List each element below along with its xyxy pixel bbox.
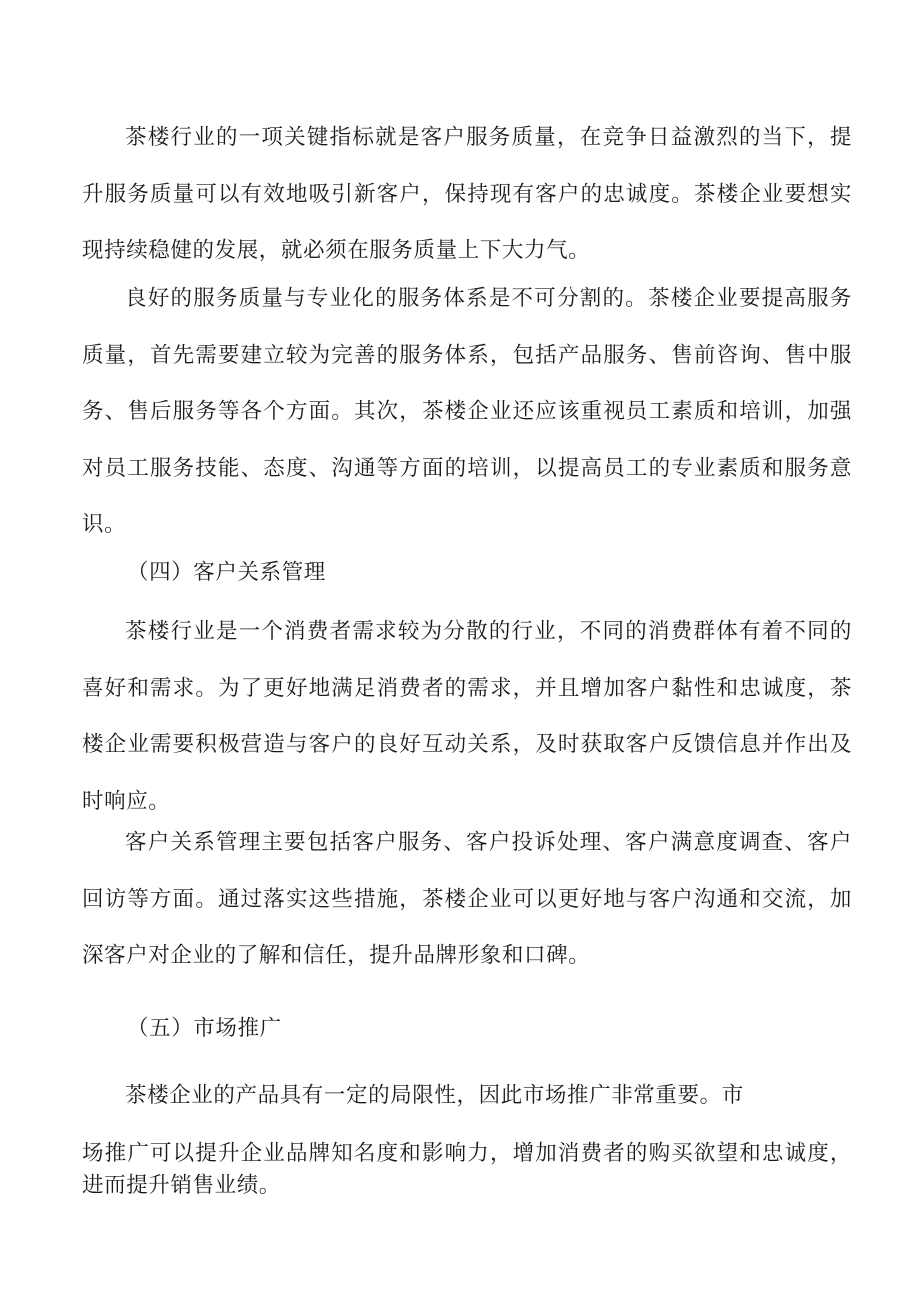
body-paragraph-first-line: 茶楼企业的产品具有一定的局限性，因此市场推广非常重要。市 [125, 1083, 744, 1108]
body-paragraph: 茶楼行业的一项关键指标就是客户服务质量，在竞争日益激烈的当下，提升服务质量可以有效地吸引新客户，保持现有客户的忠诚度。茶楼企业要想实现持续稳健的发展，就必须在服务质量上下大力气。 [82, 125, 852, 263]
body-paragraph: 茶楼行业是一个消费者需求较为分散的行业，不同的消费群体有着不同的喜好和需求。为了更好地满足消费者的需求，并且增加客户黏性和忠诚度，茶楼企业需要积极营造与客户的良好互动关系，及时获取客户反馈信息并作出及时响应。 [82, 619, 852, 814]
body-paragraph: 客户关系管理主要包括客户服务、客户投诉处理、客户满意度调查、客户回访等方面。通过落实这些措施，茶楼企业可以更好地与客户沟通和交流，加深客户对企业的了解和信任，提升品牌形象和口碑。 [82, 830, 852, 968]
section-heading: （四）客户关系管理 [127, 560, 326, 585]
section-heading: （五）市场推广 [127, 1016, 282, 1041]
body-paragraph-continuation: 场推广可以提升企业品牌知名度和影响力，增加消费者的购买欲望和忠诚度，进而提升销售业绩。 [82, 1141, 852, 1198]
body-paragraph: 良好的服务质量与专业化的服务体系是不可分割的。茶楼企业要提高服务质量，首先需要建立较为完善的服务体系，包括产品服务、售前咨询、售中服务、售后服务等各个方面。其次，茶楼企业还应该重视员工素质和培训，加强对员工服务技能、态度、沟通等方面的培训，以提高员工的专业素质和服务意识。 [82, 286, 852, 537]
